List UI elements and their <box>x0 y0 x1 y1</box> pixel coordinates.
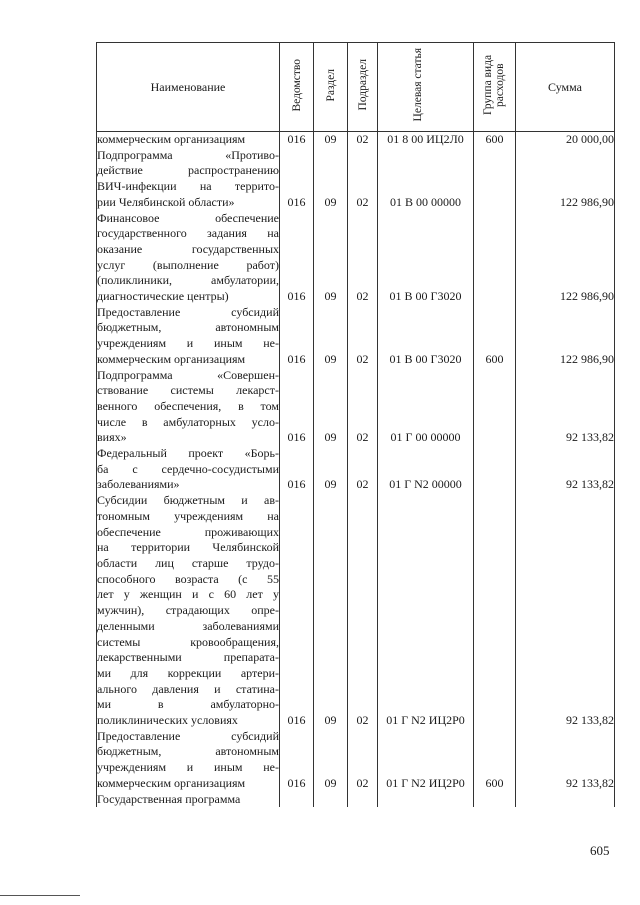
row-name-line: ми в амбулаторно- <box>97 697 279 712</box>
row-section: 09 <box>314 729 348 792</box>
page-number: 605 <box>590 843 610 858</box>
row-name-cell <box>97 446 280 493</box>
row-name-line: Финансовое обеспечение <box>97 210 279 225</box>
row-name-line: ми для коррекции артери- <box>97 665 279 680</box>
row-section: 09 <box>314 211 348 305</box>
row-name-line: поликлинических условиях <box>97 713 238 728</box>
row-name-line: мужчин), страдающих опре- <box>97 603 279 618</box>
row-target-article <box>378 792 474 808</box>
row-name-line: услуг (выполнение работ) <box>97 257 279 272</box>
row-amount: 92 133,82 <box>516 368 615 447</box>
row-expense-group <box>474 446 516 493</box>
row-name-line: коммерческим организациям <box>97 132 246 146</box>
row-expense-group <box>474 368 516 447</box>
row-name-cell <box>97 729 280 792</box>
row-name-cell <box>97 792 280 808</box>
row-target-article: 01 В 00 Г3020 <box>378 211 474 305</box>
header-expense-group-label: Группа вида расходов <box>481 54 506 116</box>
row-expense-group <box>474 493 516 729</box>
row-target-article: 01 Г N2 00000 <box>378 446 474 493</box>
row-amount: 122 986,90 <box>516 305 615 368</box>
row-expense-group: 600 <box>474 305 516 368</box>
row-section: 09 <box>314 148 348 211</box>
row-name-line: лет у женщин и с 60 лет у <box>97 587 279 602</box>
row-name-line: (поликлиники, амбулатории, <box>97 273 279 288</box>
row-amount: 122 986,90 <box>516 211 615 305</box>
row-target-article: 01 8 00 ИЦ2Л0 <box>378 132 474 148</box>
row-department: 016 <box>280 148 314 211</box>
row-name-line: Предоставление субсидий <box>97 728 279 743</box>
header-section <box>314 43 348 132</box>
header-expense-group <box>474 43 516 132</box>
row-target-article: 01 В 00 00000 <box>378 148 474 211</box>
row-name-line: виях» <box>97 430 127 445</box>
header-department-label: Ведомство <box>290 58 303 112</box>
row-amount: 92 133,82 <box>516 446 615 493</box>
row-name-line: действие распространению <box>97 163 279 178</box>
header-amount <box>516 43 615 132</box>
row-name-line: бюджетным, автономным <box>97 320 279 335</box>
row-target-article: 01 Г N2 ИЦ2Р0 <box>378 729 474 792</box>
row-name-line: заболеваниями» <box>97 477 180 492</box>
row-department: 016 <box>280 729 314 792</box>
row-name-line: учреждениям и иным не- <box>97 760 279 775</box>
row-name-line: на территории Челябинской <box>97 540 279 555</box>
row-subsection: 02 <box>348 493 378 729</box>
row-name-line: Подпрограмма «Противо- <box>97 147 279 162</box>
row-name-cell <box>97 368 280 447</box>
row-name-line: оказание государственных <box>97 241 279 256</box>
row-name-line: Предоставление субсидий <box>97 304 279 319</box>
row-subsection: 02 <box>348 305 378 368</box>
row-subsection: 02 <box>348 211 378 305</box>
row-name-line: Федеральный проект «Борь- <box>97 446 279 461</box>
table-row <box>97 148 615 211</box>
table-row <box>97 729 615 792</box>
table-row <box>97 305 615 368</box>
row-department: 016 <box>280 493 314 729</box>
row-name-line: ального давления и статина- <box>97 681 279 696</box>
row-name-cell <box>97 305 280 368</box>
row-name-line: лекарственными препарата- <box>97 650 279 665</box>
row-name-line: бюджетным, автономным <box>97 744 279 759</box>
row-department: 016 <box>280 305 314 368</box>
header-section-label: Раздел <box>324 68 337 102</box>
row-name-cell <box>97 211 280 305</box>
row-subsection <box>348 792 378 808</box>
row-subsection: 02 <box>348 446 378 493</box>
row-name-line: учреждениям и иным не- <box>97 336 279 351</box>
header-amount-label: Сумма <box>548 79 582 94</box>
row-name-line: Субсидии бюджетным и ав- <box>97 493 279 508</box>
header-name <box>97 43 280 132</box>
row-expense-group: 600 <box>474 132 516 148</box>
row-amount: 92 133,82 <box>516 493 615 729</box>
table-row <box>97 368 615 447</box>
row-name-cell <box>97 132 280 148</box>
header-target-article <box>378 43 474 132</box>
header-target-article-label: Целевая статья <box>411 48 424 122</box>
table-row <box>97 132 615 148</box>
table-row <box>97 446 615 493</box>
row-name-line: ба с сердечно-сосудистыми <box>97 461 279 476</box>
row-name-line: ВИЧ-инфекции на террито- <box>97 179 279 194</box>
row-department: 016 <box>280 368 314 447</box>
row-name-line: рии Челябинской области» <box>97 194 235 209</box>
row-department <box>280 792 314 808</box>
row-name-line: коммерческим организациям <box>97 351 246 366</box>
row-name-cell <box>97 148 280 211</box>
row-expense-group <box>474 211 516 305</box>
row-section: 09 <box>314 132 348 148</box>
row-expense-group <box>474 148 516 211</box>
row-amount: 92 133,82 <box>516 729 615 792</box>
row-name-line: Подпрограмма «Совершен- <box>97 367 279 382</box>
row-name-cell <box>97 493 280 729</box>
row-name-line: венного обеспечения, в том <box>97 398 279 413</box>
row-name-line: ствование системы лекарст- <box>97 383 279 398</box>
row-name-line: коммерческим организациям <box>97 775 246 790</box>
table-body <box>97 132 615 808</box>
row-expense-group <box>474 792 516 808</box>
row-department: 016 <box>280 446 314 493</box>
footnote-divider <box>0 895 80 896</box>
header-subsection-label: Подраздел <box>356 59 369 111</box>
row-section <box>314 792 348 808</box>
row-name-line: способного возраста (с 55 <box>97 571 279 586</box>
row-department: 016 <box>280 132 314 148</box>
row-name-line: Государственная программа <box>97 791 241 806</box>
row-target-article: 01 В 00 Г3020 <box>378 305 474 368</box>
row-expense-group: 600 <box>474 729 516 792</box>
row-target-article: 01 Г N2 ИЦ2Р0 <box>378 493 474 729</box>
row-section: 09 <box>314 493 348 729</box>
row-amount: 122 986,90 <box>516 148 615 211</box>
header-name-label: Наименование <box>150 79 226 94</box>
row-name-line: обеспечение проживающих <box>97 524 279 539</box>
row-name-line: диагностические центры) <box>97 289 229 304</box>
row-target-article: 01 Г 00 00000 <box>378 368 474 447</box>
row-amount <box>516 792 615 808</box>
row-name-line: тономным учреждениям на <box>97 508 279 523</box>
row-name-line: деленными заболеваниями <box>97 618 279 633</box>
budget-table <box>96 42 615 807</box>
row-section: 09 <box>314 368 348 447</box>
row-subsection: 02 <box>348 368 378 447</box>
row-section: 09 <box>314 446 348 493</box>
row-department: 016 <box>280 211 314 305</box>
row-name-line: области лиц старше трудо- <box>97 555 279 570</box>
table-header-row <box>97 43 615 132</box>
row-name-line: числе в амбулаторных усло- <box>97 414 279 429</box>
row-subsection: 02 <box>348 729 378 792</box>
row-name-line: системы кровообращения, <box>97 634 279 649</box>
header-subsection <box>348 43 378 132</box>
header-department <box>280 43 314 132</box>
row-subsection: 02 <box>348 132 378 148</box>
table-row <box>97 493 615 729</box>
row-subsection: 02 <box>348 148 378 211</box>
row-name-line: государственного задания на <box>97 226 279 241</box>
row-amount: 20 000,00 <box>516 132 615 148</box>
row-section: 09 <box>314 305 348 368</box>
table-row <box>97 792 615 808</box>
table-row <box>97 211 615 305</box>
